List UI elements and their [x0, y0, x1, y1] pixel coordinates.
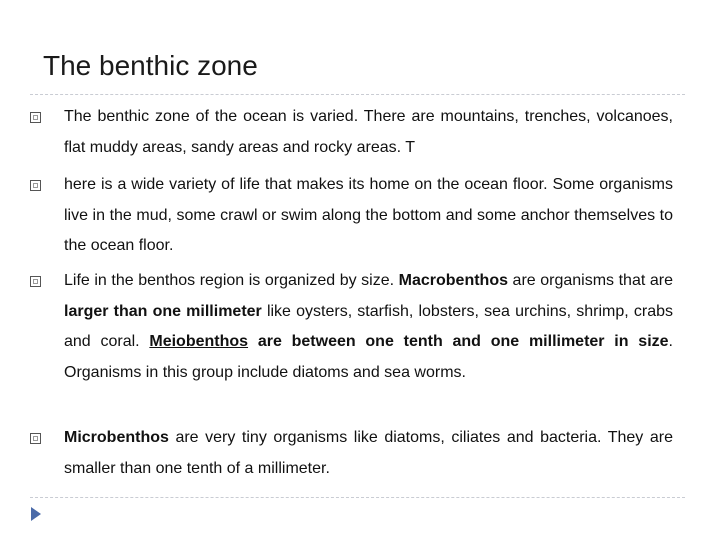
title-divider: [30, 94, 685, 95]
square-bullet-icon: [30, 112, 41, 123]
term-microbenthos: Microbenthos: [64, 429, 169, 446]
bullet-text-segment: like oysters, starfish, lobsters, sea urchins, shrimp, crabs and coral.: [64, 302, 674, 350]
term-meiobenthos: Meiobenthos: [149, 333, 249, 350]
bullet-text-segment: . Organisms in this group include diatoms and sea worms.: [64, 333, 673, 381]
square-bullet-icon: [30, 276, 41, 287]
footer-divider: [30, 497, 685, 498]
bullet-text-segment: Life in the benthos region is organized by size.: [64, 272, 399, 289]
square-bullet-icon: [30, 180, 41, 191]
bullet-text: The benthic zone of the ocean is varied. There are mountains, trenches, volcanoes, flat muddy areas, sandy areas and rocky areas. T: [64, 108, 673, 156]
bullet-text-segment: are organisms that are: [507, 272, 673, 289]
bullet-text: here is a wide variety of life that makes its home on the ocean floor. Some organisms live in the mud, some crawl or swim along the bottom and some anchor themselves to the ocean floor.: [64, 176, 673, 254]
emphasis-size-range: are between one tenth and one millimeter in size: [248, 333, 669, 350]
play-arrow-icon[interactable]: [30, 506, 42, 522]
square-bullet-icon: [30, 433, 41, 444]
bullet-text-segment: are very tiny organisms like diatoms, ciliates and bacteria. They are smaller than one tenth of a millimeter.: [64, 429, 673, 477]
bullet-item: [64, 423, 673, 484]
bullet-item: [64, 266, 673, 388]
bullet-item: [64, 102, 673, 163]
slide-title: The benthic zone: [43, 50, 258, 81]
bullet-item: [64, 170, 673, 262]
emphasis-size: larger than one millimeter: [64, 302, 262, 320]
term-macrobenthos: Macrobenthos: [398, 272, 508, 289]
